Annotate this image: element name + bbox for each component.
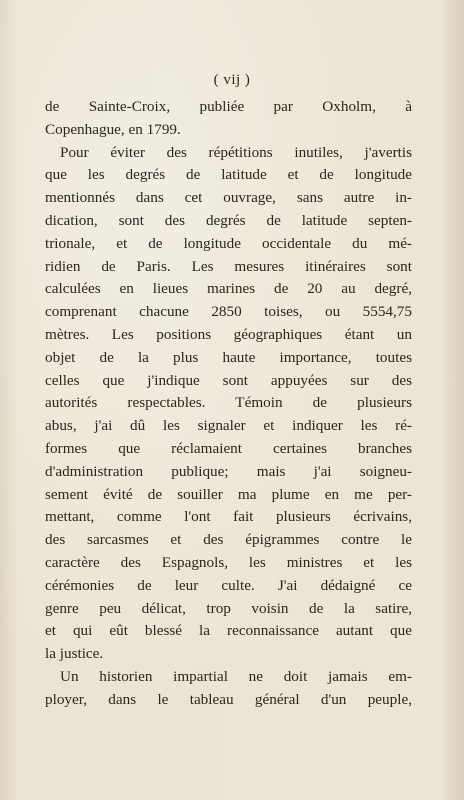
page-number-header: ( vij ): [213, 72, 251, 88]
text-line: d'administration publique; mais j'ai soigneu-: [45, 462, 412, 480]
text-line: sement évité de souiller ma plume en me per-: [45, 485, 412, 503]
text-line: cérémonies de leur culte. J'ai dédaigné ce: [45, 576, 412, 594]
text-line: Un historien impartial ne doit jamais em-: [60, 667, 412, 685]
text-line: de Sainte-Croix, publiée par Oxholm, à: [45, 98, 412, 115]
text-line: caractère des Espagnols, les ministres et les: [45, 553, 412, 571]
text-line: abus, j'ai dû les signaler et indiquer les ré-: [45, 417, 412, 435]
text-line: objet de la plus haute importance, toutes: [45, 348, 412, 366]
body-text: [45, 96, 412, 712]
text-line: autorités respectables. Témoin de plusieurs: [45, 394, 412, 412]
text-line: et qui eût blessé la reconnaissance autant que: [45, 622, 412, 640]
text-line: comprenant chacune 2850 toises, ou 5554,75: [45, 303, 412, 321]
text-line: mettant, comme l'ont fait plusieurs écrivains,: [45, 508, 412, 526]
text-line: trionale, et de longitude occidentale du mé-: [45, 234, 412, 252]
text-line: Copenhague, en 1799.: [45, 120, 181, 138]
text-line: la justice.: [45, 645, 104, 663]
text-line: ridien de Paris. Les mesures itinéraires sont: [45, 257, 412, 275]
text-line: dication, sont des degrés de latitude septen-: [45, 211, 412, 229]
text-line: formes que réclamaient certaines branches: [45, 439, 412, 457]
text-line: des sarcasmes et des épigrammes contre le: [45, 531, 412, 549]
text-line: que les degrés de latitude et de longitude: [45, 166, 412, 184]
text-line: ployer, dans le tableau général d'un peuple,: [45, 690, 412, 708]
text-line: calculées en lieues marines de 20 au degré,: [45, 280, 412, 298]
text-line: mentionnés dans cet ouvrage, sans autre in-: [45, 189, 412, 207]
text-line: celles que j'indique sont appuyées sur des: [45, 371, 412, 389]
text-line: Pour éviter des répétitions inutiles, j'avertis: [60, 143, 412, 161]
text-line: mètres. Les positions géographiques étant un: [45, 325, 412, 343]
text-line: genre peu délicat, trop voisin de la satire,: [45, 599, 412, 617]
